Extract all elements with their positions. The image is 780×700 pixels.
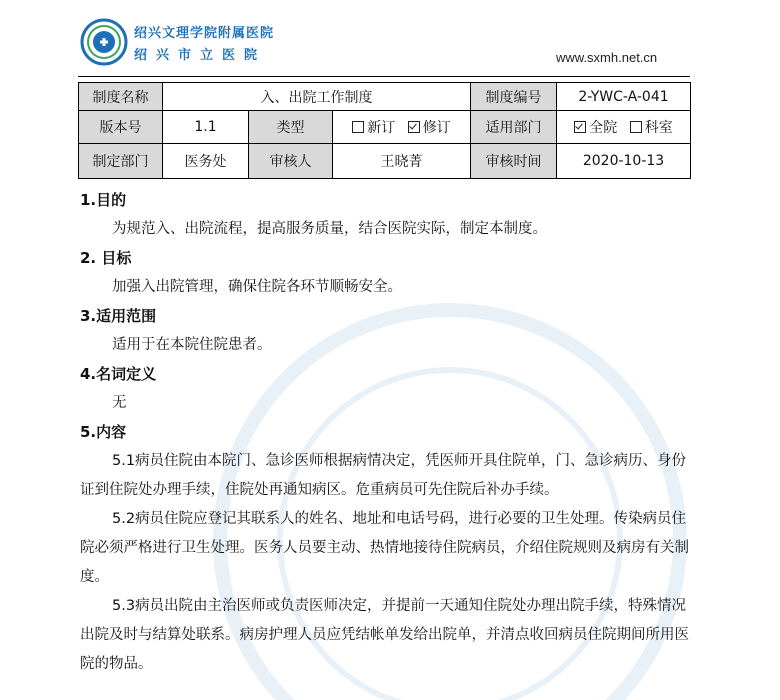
section-body-definitions: 无 <box>112 395 127 411</box>
policy-code-label: 制度编号 <box>471 83 557 111</box>
section-title-content: 5.内容 <box>80 423 127 441</box>
document-meta-table <box>78 82 691 179</box>
version-value: 1.1 <box>163 111 249 144</box>
hospital-name: 绍兴文理学院附属医院 <box>134 26 275 41</box>
type-options <box>333 111 471 144</box>
page-header <box>0 0 780 82</box>
section-title-purpose: 1.目的 <box>80 191 127 209</box>
maker-dept-value: 医务处 <box>163 144 249 179</box>
type-option-revise-label: 修订 <box>422 120 451 136</box>
website-link[interactable]: www.sxmh.net.cn <box>556 50 658 65</box>
dept-option-section-label: 科室 <box>644 120 673 136</box>
section-body-goal: 加强入出院管理，确保住院各环节顺畅安全。 <box>112 279 402 295</box>
dept-options <box>557 111 691 144</box>
review-time-value: 2020-10-13 <box>557 144 691 179</box>
reviewer-value: 王晓菁 <box>333 144 471 179</box>
table-row <box>79 83 691 111</box>
maker-dept-label: 制定部门 <box>79 144 163 179</box>
content-paragraph-5-1: 5.1病员住院由本院门、急诊医师根据病情决定，凭医师开具住院单，门、急诊病历、身份证到住院处办理手续，住院处再通知病区。危重病员可先住院后补办手续。 <box>80 453 687 498</box>
table-row <box>79 144 691 179</box>
header-divider <box>78 76 690 77</box>
hospital-logo-icon <box>80 18 128 66</box>
dept-label: 适用部门 <box>471 111 557 144</box>
document-body <box>80 186 692 679</box>
hospital-subname: 绍兴市立医院 <box>134 48 267 63</box>
policy-name-label: 制度名称 <box>79 83 163 111</box>
checked-box-icon <box>574 121 586 133</box>
section-body-scope: 适用于在本院住院患者。 <box>112 337 272 353</box>
dept-option-section[interactable] <box>630 120 673 136</box>
dept-option-all-label: 全院 <box>589 120 618 136</box>
review-time-label: 审核时间 <box>471 144 557 179</box>
unchecked-box-icon <box>630 121 642 133</box>
version-label: 版本号 <box>79 111 163 144</box>
type-label: 类型 <box>249 111 333 144</box>
section-body-purpose: 为规范入、出院流程，提高服务质量，结合医院实际，制定本制度。 <box>112 221 547 237</box>
section-title-scope: 3.适用范围 <box>80 307 157 325</box>
type-option-revise[interactable] <box>408 120 451 136</box>
type-option-new[interactable] <box>352 120 395 136</box>
content-paragraph-5-3: 5.3病员出院由主治医师或负责医师决定，并提前一天通知住院处办理出院手续，特殊情况出院及时与结算处联系。病房护理人员应凭结帐单发给出院单，并清点收回病员住院期间所用医院的物品。 <box>80 598 689 672</box>
table-row <box>79 111 691 144</box>
policy-name-value: 入、出院工作制度 <box>163 83 471 111</box>
section-title-definitions: 4.名词定义 <box>80 365 157 383</box>
unchecked-box-icon <box>352 121 364 133</box>
dept-option-all[interactable] <box>574 120 617 136</box>
reviewer-label: 审核人 <box>249 144 333 179</box>
section-title-goal: 2. 目标 <box>80 249 132 267</box>
content-paragraph-5-2: 5.2病员住院应登记其联系人的姓名、地址和电话号码，进行必要的卫生处理。传染病员住院必须严格进行卫生处理。医务人员要主动、热情地接待住院病员，介绍住院规则及病房有关制度。 <box>80 511 689 585</box>
checked-box-icon <box>408 121 420 133</box>
type-option-new-label: 新订 <box>367 120 396 136</box>
policy-code-value: 2-YWC-A-041 <box>557 83 691 111</box>
